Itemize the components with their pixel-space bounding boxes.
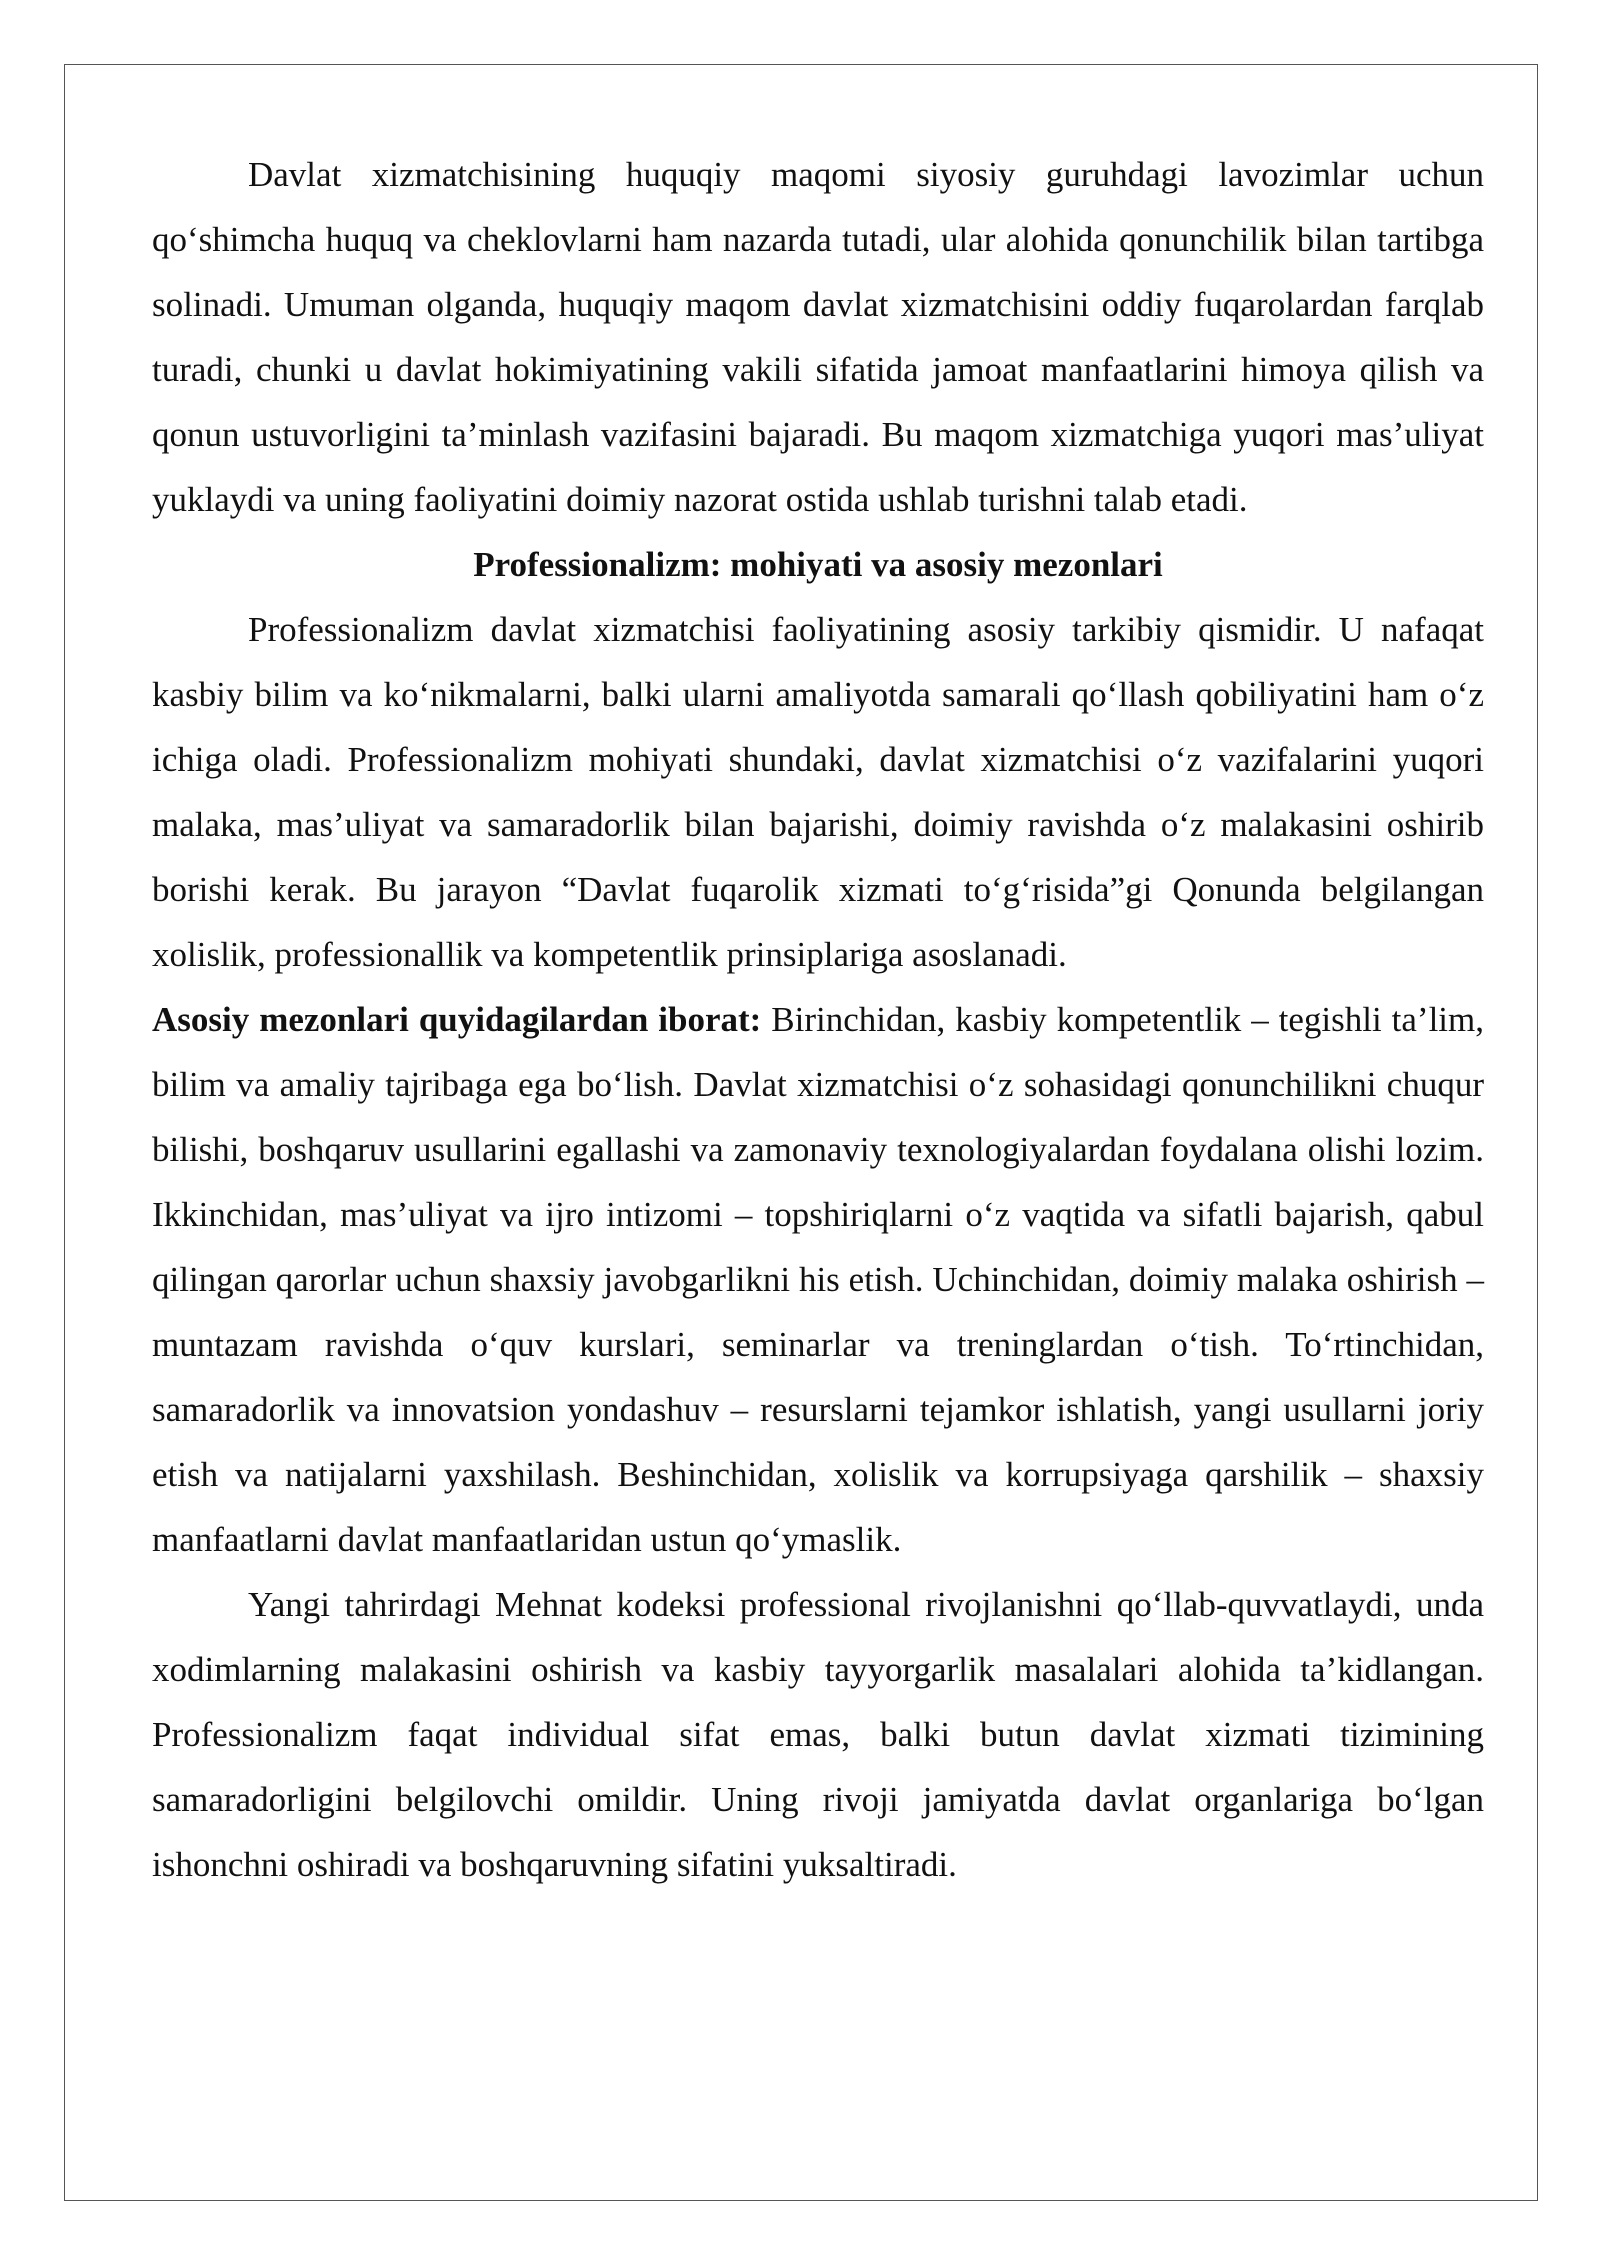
section-heading: Professionalizm: mohiyati va asosiy mezonlari — [473, 545, 1163, 584]
paragraph-criteria — [152, 987, 1484, 1572]
paragraph-legal-status: Davlat xizmatchisining huquqiy maqomi siyosiy guruhdagi lavozimlar uchun qo‘shimcha huquq va cheklovlarni ham nazarda tutadi, ular alohida qonunchilik bilan tartibga solinadi. Umuman olganda, huquqiy maqom davlat xizmatchisini oddiy fuqarolardan farqlab turadi, chunki u davlat hokimiyatining vakili sifatida jamoat manfaatlarini himoya qilish va qonun ustuvorligini ta’minlash vazifasini bajaradi. Bu maqom xizmatchiga yuqori mas’uliyat yuklaydi va uning faoliyatini doimiy nazorat ostida ushlab turishni talab etadi. — [152, 155, 1484, 519]
document-body — [152, 142, 1484, 1897]
paragraph-professionalism: Professionalizm davlat xizmatchisi faoliyatining asosiy tarkibiy qismidir. U nafaqat kasbiy bilim va ko‘nikmalarni, balki ularni amaliyotda samarali qo‘llash qobiliyatini ham o‘z ichiga oladi. Professionalizm mohiyati shundaki, davlat xizmatchisi o‘z vazifalarini yuqori malaka, mas’uliyat va samaradorlik bilan bajarishi, doimiy ravishda o‘z malakasini oshirib borishi kerak. Bu jarayon “Davlat fuqarolik xizmati to‘g‘risida”gi Qonunda belgilangan xolislik, professionallik va kompetentlik prinsiplariga asoslanadi. — [152, 610, 1484, 974]
criteria-body: Birinchidan, kasbiy kompetentlik – tegishli ta’lim, bilim va amaliy tajribaga ega bo‘lish. Davlat xizmatchisi o‘z sohasidagi qonunchilikni chuqur bilishi, boshqaruv usullarini egallashi va zamonaviy texnologiyalardan foydalana olishi lozim. Ikkinchidan, mas’uliyat va ijro intizomi – topshiriqlarni o‘z vaqtida va sifatli bajarish, qabul qilingan qarorlar uchun shaxsiy javobgarlikni his etish. Uchinchidan, doimiy malaka oshirish – muntazam ravishda o‘quv kurslari, seminarlar va treninglardan o‘tish. To‘rtinchidan, samaradorlik va innovatsion yondashuv – resurslarni tejamkor ishlatish, yangi usullarni joriy etish va natijalarni yaxshilash. Beshinchidan, xolislik va korrupsiyaga qarshilik – shaxsiy manfaatlarni davlat manfaatlaridan ustun qo‘ymaslik. — [152, 1000, 1485, 1559]
paragraph-labor-code: Yangi tahrirdagi Mehnat kodeksi professional rivojlanishni qo‘llab-quvvatlaydi, unda xodimlarning malakasini oshirish va kasbiy tayyorgarlik masalalari alohida ta’kidlangan. Professionalizm faqat individual sifat emas, balki butun davlat xizmati tizimining samaradorligini belgilovchi omildir. Uning rivoji jamiyatda davlat organlariga bo‘lgan ishonchni oshiradi va boshqaruvning sifatini yuksaltiradi. — [152, 1585, 1484, 1884]
criteria-lead: Asosiy mezonlari quyidagilardan iborat: — [152, 1000, 762, 1039]
